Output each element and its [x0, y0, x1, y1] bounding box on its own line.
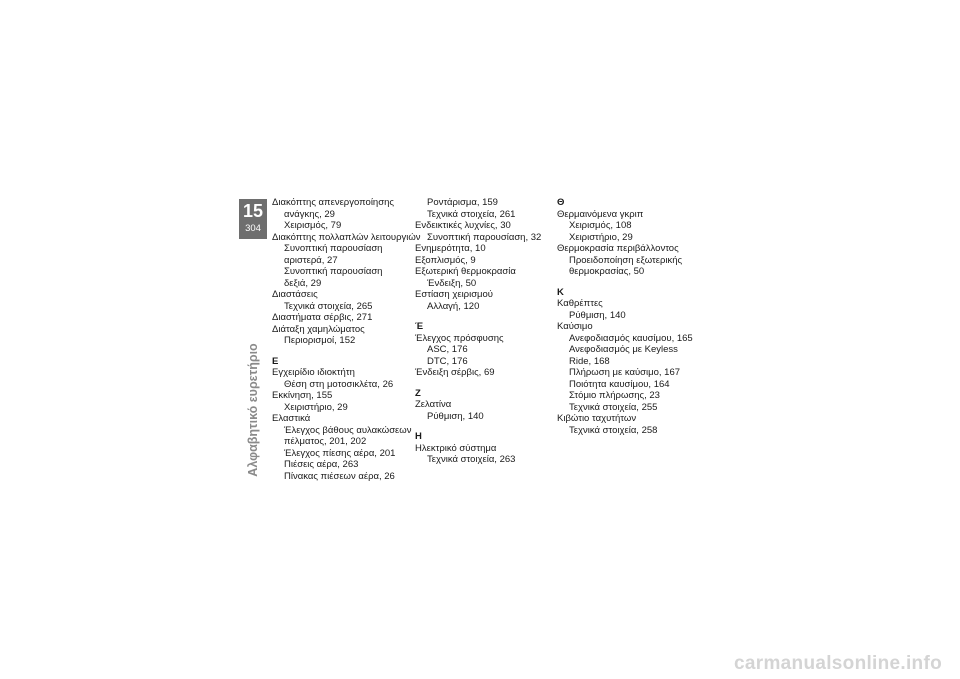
index-entry: Ελαστικά: [272, 413, 311, 424]
index-subentry: Ρύθμιση, 140: [569, 309, 626, 321]
index-subentry: Προειδοποίηση εξωτερικής: [569, 254, 683, 266]
index-entry: Καθρέπτες: [557, 298, 603, 309]
index-subentry: Τεχνικά στοιχεία, 255: [569, 401, 658, 413]
index-entry: Εγχειρίδιο ιδιοκτήτη: [272, 367, 355, 378]
index-subentry: Χειριστήριο, 29: [284, 401, 348, 413]
index-subentry: Ανεφοδιασμός καυσίμου, 165: [569, 332, 693, 344]
index-entry: Διακόπτης πολλαπλών λειτουργιών: [272, 231, 421, 243]
index-subentry: Στόμιο πλήρωσης, 23: [569, 390, 660, 401]
index-subentry: θερμοκρασίας, 50: [569, 266, 645, 277]
index-entry: Διάταξη χαμηλώματος: [272, 323, 365, 335]
chapter-tab: [239, 199, 267, 239]
index-entry: Θερμαινόμενα γκριπ: [557, 208, 644, 220]
index-letter-heading: Κ: [557, 286, 564, 298]
watermark: carmanualsonline.info: [734, 653, 942, 674]
index-subentry: Πίνακας πιέσεων αέρα, 26: [284, 470, 395, 482]
index-entry: Εκκίνηση, 155: [272, 390, 333, 401]
chapter-number: 15: [242, 201, 264, 221]
index-entry: Διαστάσεις: [272, 289, 318, 300]
index-subentry: Συνοπτική παρουσίαση: [284, 243, 383, 254]
index-subentry: Χειρισμός, 79: [284, 220, 342, 231]
index-subentry: Ένδειξη, 50: [427, 277, 477, 289]
index-subentry: δεξιά, 29: [284, 277, 322, 289]
index-letter-heading: Ζ: [415, 387, 421, 399]
index-letter-heading: Θ: [557, 197, 565, 208]
index-column-2: [415, 197, 560, 466]
index-subentry: Ανεφοδιασμός με Keyless: [569, 344, 678, 355]
index-entry: Ζελατίνα: [415, 399, 452, 410]
section-side-title: Αλφαβητικό ευρετήριο: [246, 343, 260, 477]
index-subentry: Τεχνικά στοιχεία, 261: [427, 208, 516, 220]
index-subentry: Ροντάρισμα, 159: [427, 197, 498, 208]
index-letter-heading: Η: [415, 431, 422, 442]
index-entry: Ένδειξη σέρβις, 69: [415, 367, 495, 378]
index-subentry: Ποιότητα καυσίμου, 164: [569, 378, 670, 390]
index-entry: Ηλεκτρικό σύστημα: [415, 442, 497, 454]
index-entry: Καύσιμο: [557, 321, 593, 332]
index-subentry: Ride, 168: [569, 355, 610, 367]
index-subentry: Αλλαγή, 120: [427, 300, 480, 312]
page-number: 304: [245, 223, 261, 234]
index-letter-heading: Έ: [415, 321, 424, 332]
index-subentry: Πιέσεις αέρα, 263: [284, 459, 359, 470]
index-subentry: Χειρισμός, 108: [569, 220, 632, 231]
index-subentry: Έλεγχος πίεσης αέρα, 201: [284, 447, 396, 459]
index-entry: Διαστήματα σέρβις, 271: [272, 312, 373, 323]
index-subentry: ASC, 176: [427, 344, 468, 355]
index-subentry: Πλήρωση με καύσιμο, 167: [569, 367, 681, 378]
index-subentry: Περιορισμοί, 152: [284, 335, 356, 346]
index-subentry: αριστερά, 27: [284, 254, 338, 266]
index-subentry: πέλματος, 201, 202: [284, 436, 367, 447]
index-entry: Ενημερότητα, 10: [415, 243, 486, 254]
index-entry: Εστίαση χειρισμού: [415, 289, 494, 300]
index-entry: Εξωτερική θερμοκρασία: [415, 266, 516, 277]
index-subentry: Τεχνικά στοιχεία, 265: [284, 300, 373, 312]
index-entry: Έλεγχος πρόσφυσης: [415, 332, 504, 344]
index-column-1: [272, 197, 421, 482]
index-subentry: Συνοπτική παρουσίαση: [284, 266, 383, 277]
index-entry: Εξοπλισμός, 9: [415, 254, 476, 266]
index-entry: Διακόπτης απενεργοποίησης: [272, 197, 394, 208]
index-entry: Κιβώτιο ταχυτήτων: [557, 413, 637, 424]
index-column-3: [557, 197, 702, 436]
index-subentry: DTC, 176: [427, 355, 468, 367]
index-subentry: ανάγκης, 29: [284, 208, 335, 220]
index-subentry: Τεχνικά στοιχεία, 263: [427, 454, 516, 465]
index-subentry: Χειριστήριο, 29: [569, 231, 633, 243]
index-entry: Θερμοκρασία περιβάλλοντος: [557, 243, 679, 254]
index-letter-heading: Ε: [272, 355, 279, 367]
index-subentry: Ρύθμιση, 140: [427, 410, 484, 422]
index-subentry: Τεχνικά στοιχεία, 258: [569, 424, 658, 436]
index-entry: Ενδεικτικές λυχνίες, 30: [415, 220, 511, 231]
index-subentry: Συνοπτική παρουσίαση, 32: [427, 231, 542, 243]
index-subentry: Θέση στη μοτοσικλέτα, 26: [284, 378, 394, 390]
index-subentry: Έλεγχος βάθους αυλακώσεων: [284, 424, 412, 436]
